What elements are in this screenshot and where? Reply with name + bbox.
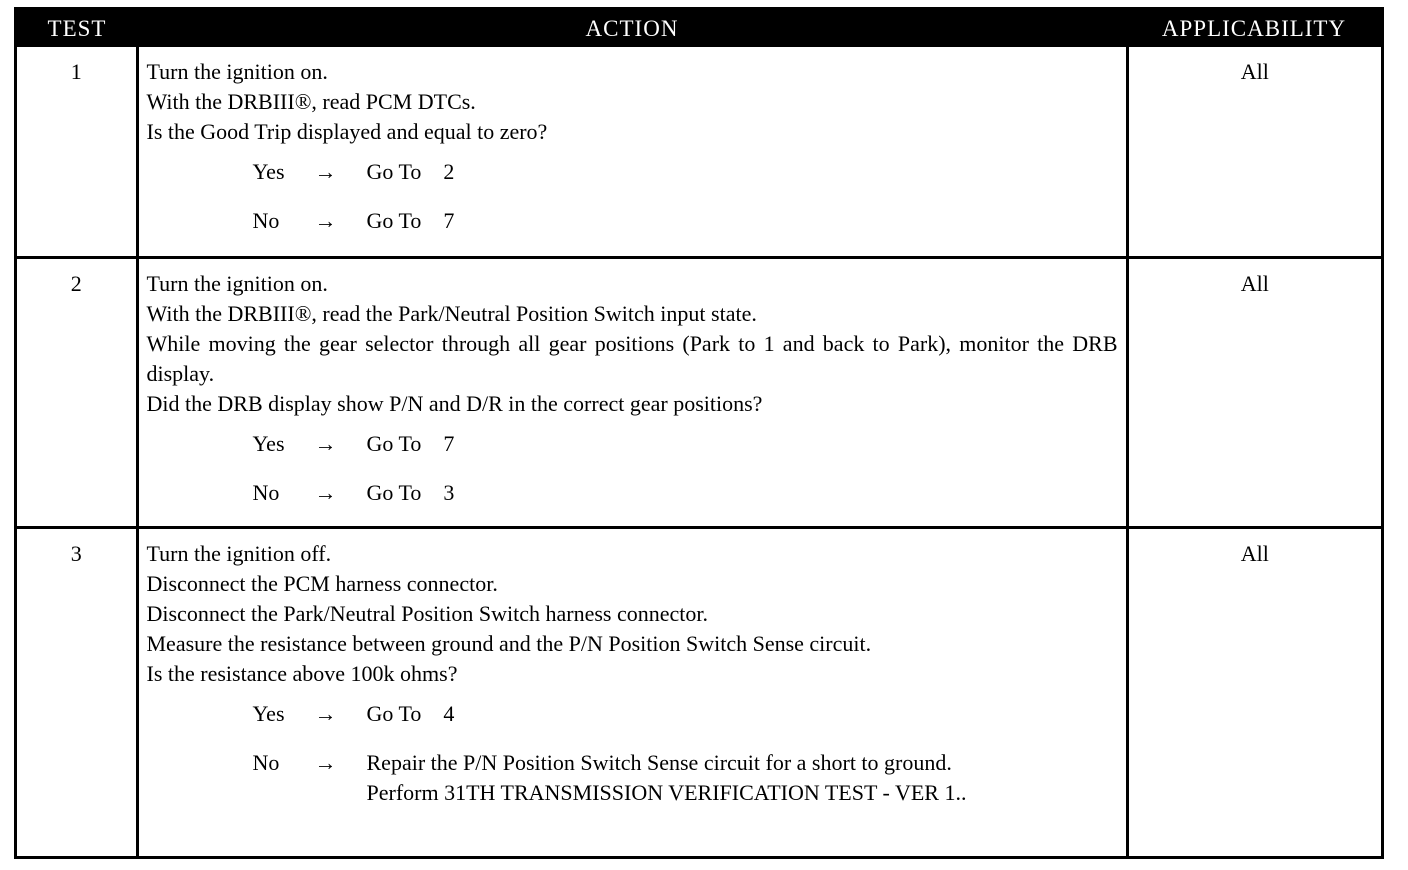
test-number: 3 [17, 527, 137, 859]
action-line: Is the Good Trip displayed and equal to zero? [146, 119, 548, 144]
verification-instruction: Perform 31TH TRANSMISSION VERIFICATION TEST - VER 1.. [366, 779, 967, 805]
goto-number: 7 [443, 208, 455, 233]
test-number: 2 [17, 257, 137, 527]
right-arrow-icon: → [314, 208, 337, 233]
action-line: Measure the resistance between ground and the P/N Position Switch Sense circuit. [146, 630, 872, 656]
right-arrow-icon: → [314, 159, 337, 184]
goto-number: 3 [443, 479, 455, 505]
diagnostic-table-frame [14, 7, 1384, 859]
action-line: Turn the ignition off. [146, 540, 332, 566]
answer-yes [253, 157, 1118, 187]
header-applicability: APPLICABILITY [1127, 10, 1381, 47]
right-arrow-icon: → [314, 749, 337, 775]
right-arrow-icon: → [314, 479, 337, 505]
action-cell [137, 257, 1127, 527]
answer-no [253, 206, 1118, 236]
goto-label: Go To [366, 430, 422, 456]
answer-label: Yes [252, 430, 285, 456]
answer-no [253, 478, 1118, 508]
answer-label: Yes [252, 159, 285, 184]
goto-label: Go To [366, 208, 422, 233]
diagnostic-table [17, 10, 1381, 859]
header-test: TEST [17, 10, 137, 47]
answer-text [367, 206, 1118, 236]
answer-label: Yes [252, 700, 285, 726]
answer-text [367, 478, 1118, 508]
goto-label: Go To [366, 700, 422, 726]
answer-text [367, 429, 1118, 459]
action-cell [137, 47, 1127, 257]
header-action: ACTION [137, 10, 1127, 47]
action-line: Disconnect the PCM harness connector. [146, 570, 498, 596]
table-row [17, 47, 1381, 257]
right-arrow-icon: → [314, 430, 337, 456]
table-row [17, 527, 1381, 859]
applicability-value: All [1127, 257, 1381, 527]
goto-number: 2 [443, 159, 455, 184]
answer-list [147, 157, 1118, 236]
action-line: With the DRBIII®, read the Park/Neutral Position Switch input state. [146, 300, 757, 326]
action-line: While moving the gear selector through all gear positions (Park to 1 and back to Park), monitor the DRB display. [146, 330, 1118, 386]
answer-yes [253, 429, 1118, 459]
answer-yes [253, 699, 1118, 729]
goto-number: 7 [443, 430, 455, 456]
action-line: Turn the ignition on. [146, 270, 328, 296]
answer-label: No [252, 479, 280, 505]
answer-text [367, 699, 1118, 729]
test-number: 1 [17, 47, 137, 257]
action-line: Turn the ignition on. [146, 59, 328, 84]
answer-text [367, 748, 1118, 808]
answer-list [147, 699, 1118, 808]
repair-instruction: Repair the P/N Position Switch Sense circuit for a short to ground. [366, 749, 952, 775]
answer-label: No [252, 749, 280, 775]
answer-label: No [252, 208, 280, 233]
table-row [17, 257, 1381, 527]
goto-label: Go To [366, 159, 422, 184]
right-arrow-icon: → [314, 700, 337, 726]
applicability-value: All [1127, 527, 1381, 859]
answer-no [253, 748, 1118, 808]
action-line: Disconnect the Park/Neutral Position Switch harness connector. [146, 600, 708, 626]
answer-text [367, 157, 1118, 187]
answer-list [147, 429, 1118, 508]
goto-label: Go To [366, 479, 422, 505]
action-line: Did the DRB display show P/N and D/R in the correct gear positions? [146, 390, 763, 416]
header-row [17, 10, 1381, 47]
goto-number: 4 [443, 700, 455, 726]
applicability-value: All [1240, 59, 1269, 84]
action-cell [137, 527, 1127, 859]
action-line: Is the resistance above 100k ohms? [146, 660, 458, 686]
action-line: With the DRBIII®, read PCM DTCs. [146, 89, 476, 114]
